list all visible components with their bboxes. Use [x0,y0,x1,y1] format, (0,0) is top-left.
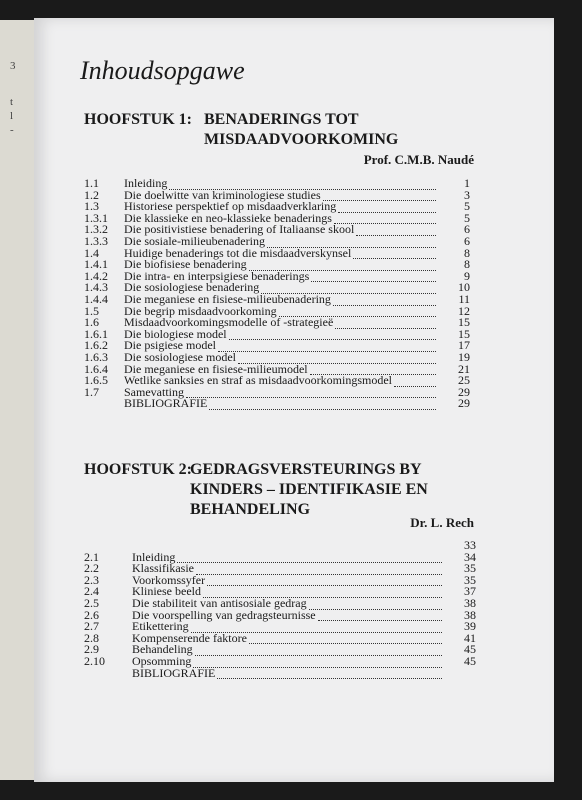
toc-entry-number: 2.1 [84,549,99,564]
page-fragment: 3 [10,60,16,72]
toc-entry-page: 35 [464,572,476,587]
toc-entry-page: 17 [458,338,470,353]
toc-entry-page: 29 [458,384,470,399]
toc-entry-number: 1.6.3 [84,349,108,364]
toc-entry-page: 8 [464,257,470,272]
toc-entry-title: Samevatting [124,384,184,399]
toc-entry-title: Inleiding [132,549,176,564]
toc-entry-number: 1.3.1 [84,210,108,225]
book-page [34,18,554,782]
toc-entry-title: Die positivistiese benadering of Italiaanse skool [124,222,355,237]
toc-entry-page: 3 [464,187,470,202]
toc-entry-title: BIBLIOGRAFIE [132,665,216,680]
chapter-2-author: Dr. L. Rech [410,515,474,530]
chapter-2-heading [84,460,484,518]
toc-entry-number: 1.7 [84,384,99,399]
toc-entry-number: 1.6.2 [84,338,108,353]
toc-entry-title: Voorkomssyfer [132,572,206,587]
toc-entry [84,398,470,410]
toc-entry-page: 6 [464,222,470,237]
page-fragment: l [10,110,14,122]
toc-entry-title: Die klassieke en neo-klassieke benaderings [124,210,332,225]
toc-entry-number: 1.4 [84,245,99,260]
toc-entry-number: 1.4.1 [84,257,108,272]
toc-entry-title: Die voorspelling van gedragsteurnisse [132,607,316,622]
toc-entry-number: 1.1 [84,176,99,190]
toc-entry-number: 1.6.5 [84,373,108,388]
toc-entry-page: 12 [458,303,470,318]
toc-entry-page: 8 [464,245,470,260]
toc-entry-title: Die meganiese en fisiese-milieubenadering [124,291,331,306]
toc-entry-title: Die stabiliteit van antisosiale gedrag [132,595,307,610]
toc-entry-page: 35 [464,561,476,576]
toc-entry-number: 2.2 [84,561,99,576]
toc-entry-title: Die meganiese en fisiese-milieumodel [124,361,308,376]
toc-entry-title: Die doelwitte van kriminologiese studies [124,187,321,202]
toc-entry-number: 2.7 [84,619,99,634]
toc-entry-page: 10 [458,280,470,295]
toc-entry-number: 2.4 [84,584,99,599]
toc-entry-title: Die sosiologiese model [124,349,236,364]
toc-entry-page: 41 [464,630,476,645]
toc-entry-title: BIBLIOGRAFIE [124,396,208,411]
toc-entry-number: 1.4.4 [84,291,108,306]
toc-entry-number: 2.10 [84,653,105,668]
toc-entry-title: Wetlike sanksies en straf as misdaadvoorkomingsmodel [124,373,392,388]
toc-entry-number: 1.3.3 [84,233,108,248]
toc-entry-number: 1.6.1 [84,326,108,341]
chapter-1-author: Prof. C.M.B. Naudé [363,152,474,167]
toc-entry-page: 37 [464,584,476,599]
toc-entry-title: Die biofisiese benadering [124,257,247,272]
chapter-title-line: KINDERS – IDENTIFIKASIE EN [190,481,428,498]
toc-entry-number: 1.6 [84,315,99,330]
toc-entry-number: 1.4.3 [84,280,108,295]
toc-entry-number: 2.5 [84,595,99,610]
toc-entry-page: 38 [464,595,476,610]
toc-entry-page: 21 [458,361,470,376]
toc-entry-title: Kompenserende faktore [132,630,247,645]
toc-entry-page: 1 [464,176,470,190]
leader-dots [209,407,436,410]
toc-entry-page: 5 [464,199,470,214]
toc-entry-page: 39 [464,619,476,634]
toc-entry-number: 2.9 [84,642,99,657]
toc-entry-page: 29 [458,396,470,411]
toc-entry-number: 1.6.4 [84,361,108,376]
toc-entry-page: 45 [464,642,476,657]
toc-entry-number: 2.3 [84,572,99,587]
toc-entry-number: 1.3.2 [84,222,108,237]
toc-entry-number: 2.6 [84,607,99,622]
page-title: Inhoudsopgawe [80,56,245,85]
toc-entry-title: Kliniese beeld [132,584,201,599]
toc-entry-page: 6 [464,233,470,248]
page-fragment: t [10,96,14,108]
chapter-title-line: BEHANDELING [190,501,311,518]
chapter-1-toc-list [84,178,470,410]
toc-entry-title: Historiese perspektief op misdaadverklaring [124,199,337,214]
toc-entry-title: Die sosiale-milieubenadering [124,233,265,248]
toc-entry-number: 1.4.2 [84,268,108,283]
toc-entry-number: 1.3 [84,199,99,214]
toc-entry-title: Misdaadvoorkomingsmodelle of -strategieë [124,315,334,330]
toc-entry-page: 11 [458,291,470,306]
toc-entry-number: 1.2 [84,187,99,202]
toc-entry-title: Die intra- en interpsigiese benaderings [124,268,310,283]
toc-entry-page: 38 [464,607,476,622]
page-fragment: - [10,124,14,136]
chapter-2-toc-list [84,540,476,679]
chapter-label: HOOFSTUK 2: [84,461,193,478]
toc-entry-page: 33 [464,538,476,552]
toc-entry-title: Die psigiese model [124,338,216,353]
toc-entry-number: 2.8 [84,630,99,645]
chapter-title-line: MISDAADVOORKOMING [204,131,399,148]
toc-entry-title: Opsomming [132,653,192,668]
toc-entry-page: 9 [464,268,470,283]
toc-entry-title: Inleiding [124,176,168,190]
toc-entry-number: 1.5 [84,303,99,318]
chapter-1-heading [84,110,484,148]
toc-entry-title: Die biologiese model [124,326,227,341]
chapter-label: HOOFSTUK 1: [84,111,193,128]
toc-entry-page: 34 [464,549,476,564]
toc-entry-page: 15 [458,326,470,341]
toc-entry-title: Klassifikasie [132,561,194,576]
toc-entry-page: 5 [464,210,470,225]
toc-entry-page: 25 [458,373,470,388]
toc-entry [84,665,476,680]
toc-entry-page: 19 [458,349,470,364]
leader-dots [217,676,442,679]
toc-entry-title: Die sosiologiese benadering [124,280,260,295]
toc-entry-page: 15 [458,315,470,330]
toc-entry-title: Etikettering [132,619,189,634]
adjacent-page-edge [0,20,34,780]
toc-entry-page: 45 [464,653,476,668]
toc-entry-title: Behandeling [132,642,193,657]
chapter-title-line: GEDRAGSVERSTEURINGS BY [190,461,422,478]
toc-entry-title: Huidige benaderings tot die misdaadverskynsel [124,245,352,260]
chapter-title-line: BENADERINGS TOT [204,111,359,128]
toc-entry-title: Die begrip misdaadvoorkoming [124,303,277,318]
